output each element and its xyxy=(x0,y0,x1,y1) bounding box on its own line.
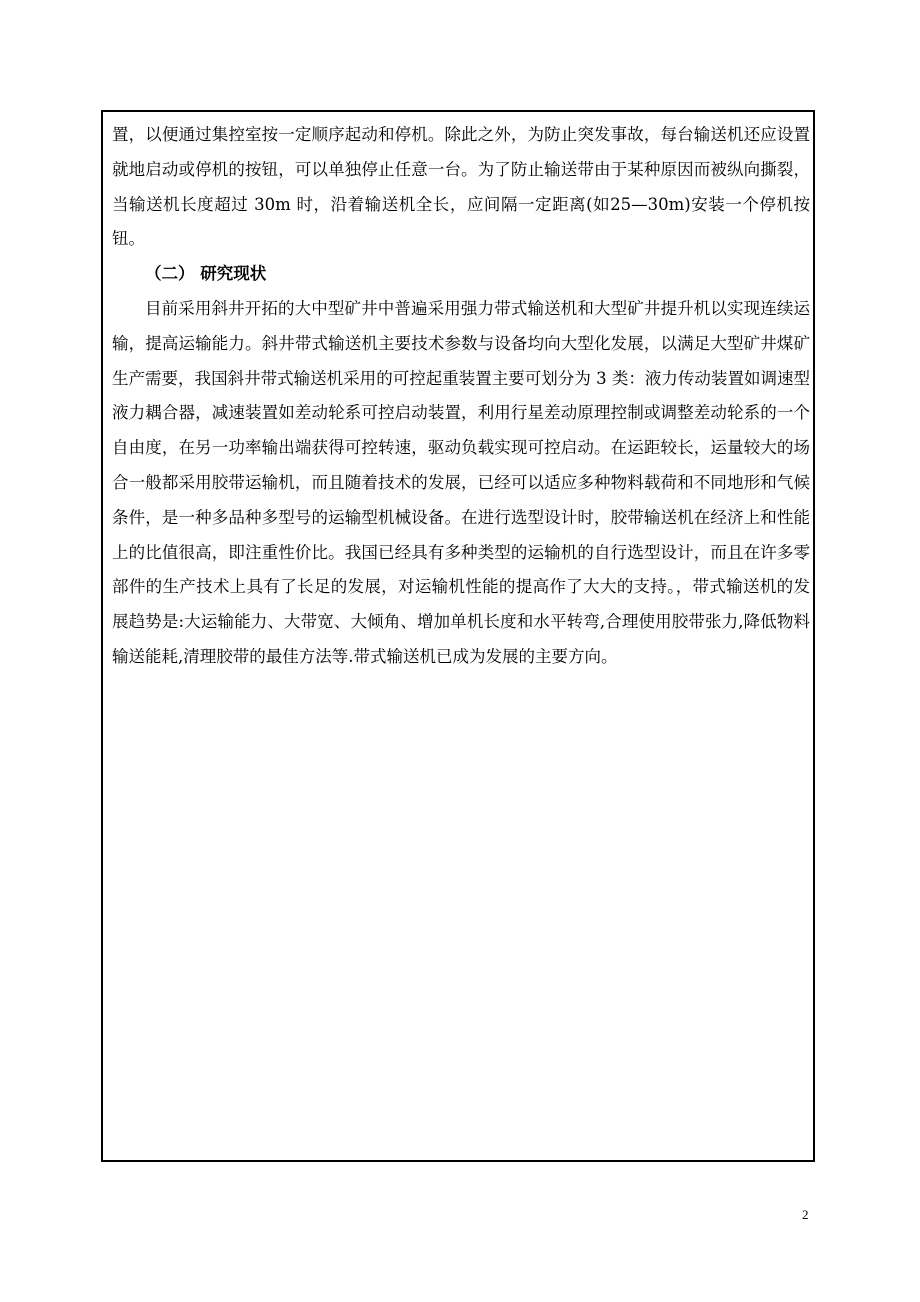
paragraph-continued: 置，以便通过集控室按一定顺序起动和停机。除此之外，为防止突发事故，每台输送机还应设置就地启动或停机的按钮，可以单独停止任意一台。为了防止输送带由于某种原因而被纵向撕裂，当输送机长度超过 30m 时，沿着输送机全长，应间隔一定距离(如25—30m)安装一个停机按钮。 xyxy=(112,125,810,249)
paragraph-research-status: 目前采用斜井开拓的大中型矿井中普遍采用强力带式输送机和大型矿井提升机以实现连续运输，提高运输能力。斜井带式输送机主要技术参数与设备均向大型化发展，以满足大型矿井煤矿生产需要，我国斜井带式输送机采用的可控起重装置主要可划分为 3 类：液力传动装置如调速型液力耦合器，减速装置如差动轮系可控启动装置，利用行星差动原理控制或调整差动轮系的一个自由度，在另一功率输出端获得可控转速，驱动负载实现可控启动。在运距较长，运量较大的场合一般都采用胶带运输机，而且随着技术的发展，已经可以适应多种物料载荷和不同地形和气候条件，是一种多品种多型号的运输型机械设备。在进行选型设计时，胶带输送机在经济上和性能上的比值很高，即注重性价比。我国已经具有多种类型的运输机的自行选型设计，而且在许多零部件的生产技术上具有了长足的发展，对运输机性能的提高作了大大的支持。，带式输送机的发展趋势是:大运输能力、大带宽、大倾角、增加单机长度和水平转弯,合理使用胶带张力,降低物料输送能耗,清理胶带的最佳方法等.带式输送机已成为发展的主要方向。 xyxy=(112,298,810,666)
page-number: 2 xyxy=(802,1207,809,1222)
document-body xyxy=(112,118,810,675)
section-heading: （二） 研究现状 xyxy=(145,264,267,284)
